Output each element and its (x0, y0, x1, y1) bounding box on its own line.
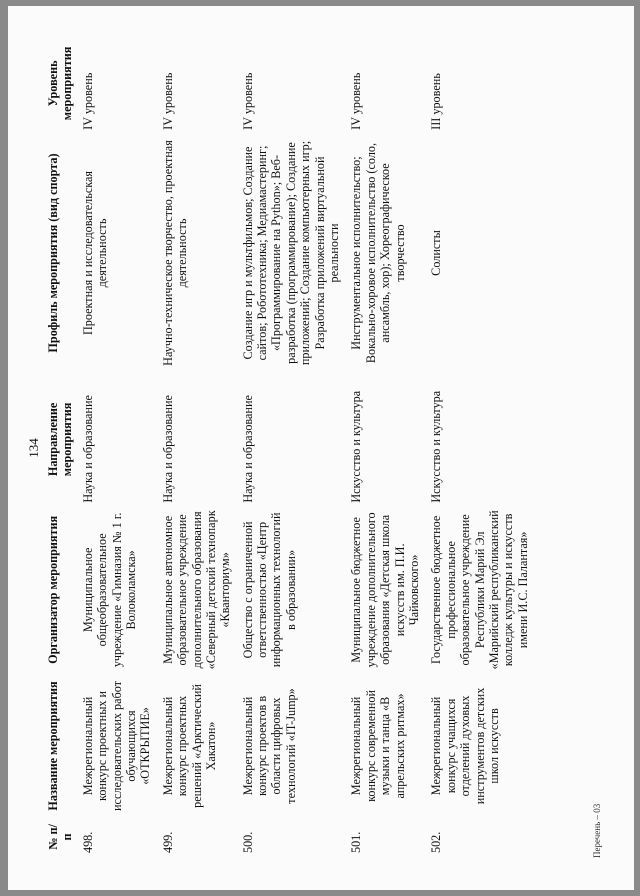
row-direction: Искусство и культура (349, 390, 364, 503)
header-level: Уровень мероприятия (46, 46, 75, 121)
row-direction: Наука и образование (160, 395, 175, 503)
document-page (8, 6, 634, 890)
row-organizer: Муниципальное автономное образовательное учреждение дополнительного образования «Северный детский технопарк «Кванториум» (160, 510, 233, 670)
row-profile: Создание игр и мультфильмов; Создание сайтов; Робототехника; Медиамастеринг; «Программирование на Python»; Веб-разработка (программирование); Создание приложений; Создание компьютерных игр; Разработка приложений виртуальной реальности (240, 140, 342, 366)
row-level: IV уровень (160, 72, 175, 130)
header-organizer: Организатор мероприятия (46, 515, 60, 664)
row-organizer: Государственное бюджетное профессиональное образовательное учреждение Республики Марий Эл «Марийский республиканский колледж культуры и искусств имени И.С. Палантая» (429, 510, 530, 670)
row-name: Межрегиональный конкурс современной музыки и танца «В апрельских ритмах» (349, 690, 407, 802)
row-num: 498. (80, 831, 95, 853)
row-direction: Наука и образование (240, 395, 255, 503)
table-row (159, 34, 239, 856)
row-num: 499. (160, 831, 175, 853)
row-level: IV уровень (80, 72, 95, 130)
events-table (44, 34, 536, 856)
row-level: III уровень (429, 73, 444, 130)
footer-note: Перечень – 03 (592, 803, 602, 858)
row-num: 501. (349, 831, 364, 853)
row-direction: Наука и образование (80, 395, 95, 503)
header-name: Название мероприятия (46, 681, 60, 811)
row-profile: Солисты (429, 230, 444, 276)
row-organizer: Муниципальное общеобразовательное учреждение «Гимназия № 1 г. Волоколамска» (80, 512, 138, 668)
table-header-row (44, 34, 79, 856)
table-row (347, 34, 427, 856)
row-profile: Научно-техническое творчество, проектная деятельность (160, 140, 190, 366)
row-name: Межрегиональный конкурс проектных и исследовательских работ обучающихся «ОТКРЫТИЕ» (80, 680, 153, 811)
row-name: Межрегиональный конкурс проектов в области цифровых технологий «IT-Jump» (240, 688, 298, 804)
header-num: № п/п (46, 824, 75, 850)
row-organizer: Общество с ограниченной ответственностью «Центр информационных технологий в образовании» (240, 512, 298, 668)
header-profile: Профиль мероприятия (вид спорта) (46, 153, 60, 353)
row-profile: Проектная и исследовательская деятельность (80, 171, 110, 335)
row-name: Межрегиональный конкурс учащихся отделений духовых инструментов детских школ искусств (429, 687, 501, 805)
rotated-page-content (18, 18, 618, 878)
page-number: 134 (26, 438, 41, 458)
row-num: 502. (429, 831, 444, 853)
row-profile: Инструментальное исполнительство; Вокально-хоровое исполнительство (соло, ансамбль, хор); Хореографическое творчество (349, 142, 407, 364)
row-organizer: Муниципальное бюджетное учреждение дополнительного образования «Детская школа искусств им. П.И. Чайковского» (349, 512, 421, 668)
table-row (79, 34, 159, 856)
table-row (239, 34, 348, 856)
table-row (427, 34, 536, 856)
row-level: IV уровень (240, 72, 255, 130)
row-direction: Искусство и культура (429, 390, 444, 503)
header-direction: Направление мероприятия (46, 402, 75, 477)
row-level: IV уровень (349, 72, 364, 130)
row-num: 500. (240, 831, 255, 853)
row-name: Межрегиональный конкурс проектных решений «Арктический Хакатон» (160, 684, 218, 808)
